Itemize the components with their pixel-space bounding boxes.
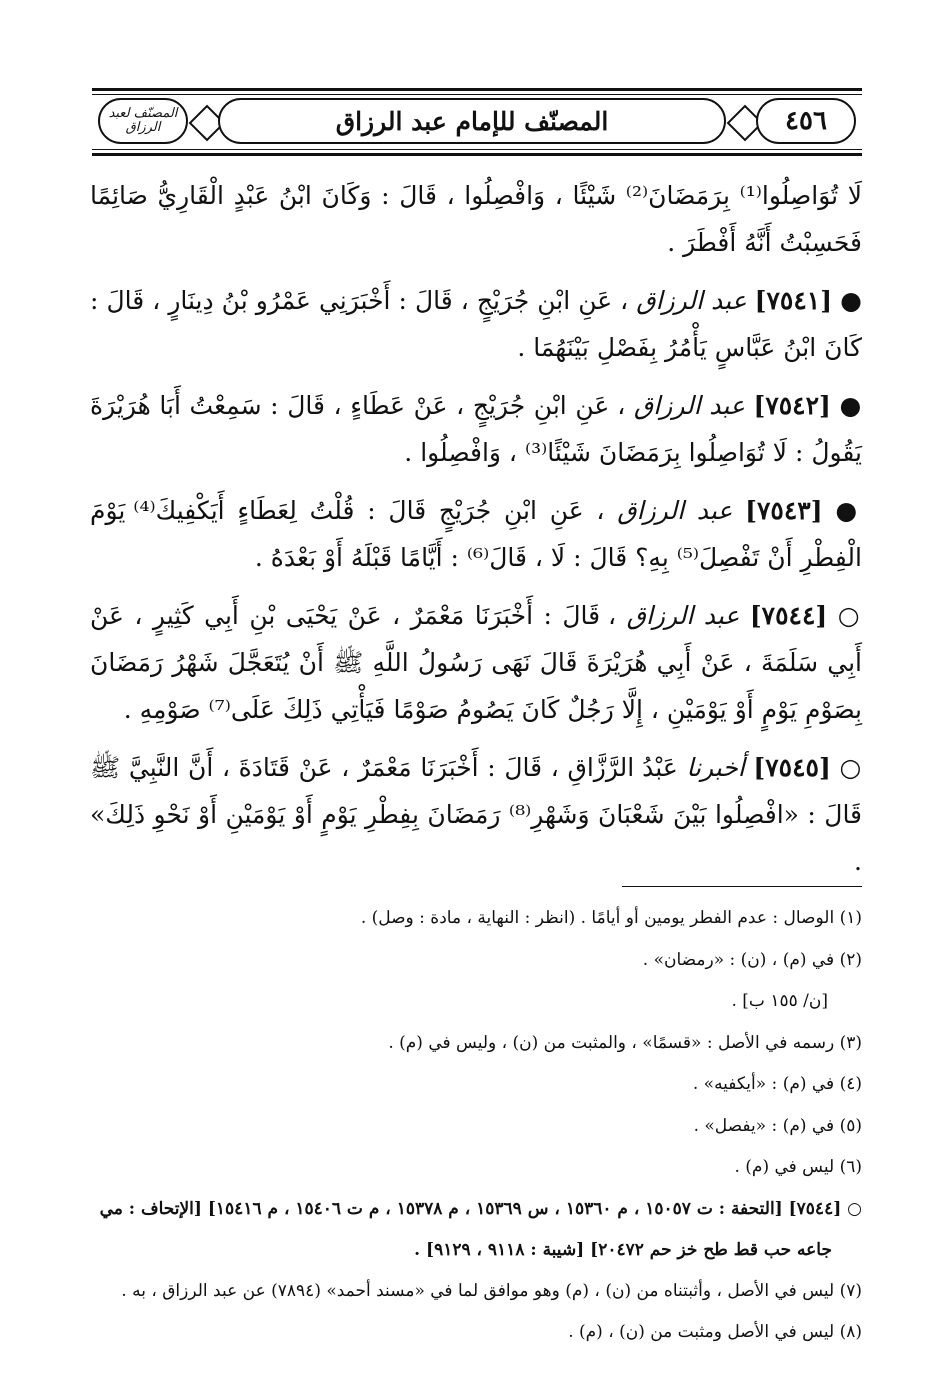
hadith-marker: ○ [839, 753, 862, 782]
hadith-7541 [90, 277, 862, 371]
page-header [92, 88, 862, 156]
hadith-7542 [90, 382, 862, 476]
hadith-number: [٧٥٤٤] [749, 601, 828, 630]
paragraph-text: لَا تُوَاصِلُوا⁽¹⁾ بِرَمَضَانَ⁽²⁾ شَيْئًا ، وَافْصِلُوا ، قَالَ : وَكَانَ ابْنُ عَبْدٍ الْقَارِيُّ صَائِمًا فَحَسِبْتُ أَنَّهُ أَفْطَرَ . [90, 181, 862, 257]
hadith-marker: ● [839, 391, 862, 420]
header-rule-bottom-thin [92, 149, 862, 150]
hadith-number: [٧٥٤٣] [745, 496, 823, 525]
hadith-number: [٧٥٤٢] [753, 391, 831, 420]
folio-reference: [ن/ ١٥٥ ب] . [731, 991, 828, 1011]
footnote-3: (٣) رسمه في الأصل : «قسمًا» ، والمثبت من (ن) ، وليس في (م) . [388, 1032, 862, 1053]
narrator-name: عبد الرزاق [633, 391, 745, 420]
hadith-marker: ● [835, 496, 862, 525]
footnote-7: (٧) ليس في الأصل ، وأثبتناه من (ن) ، (م) وهو موافق لما في «مسند أحمد» (٧٨٩٤) عن عبد الرزاق ، به . [121, 1280, 862, 1301]
narrator-name: عبد الرزاق [626, 601, 740, 630]
hadith-7543 [90, 487, 862, 581]
hadith-text: ، عَنِ ابْنِ جُرَيْجٍ ، عَنْ عَطَاءٍ ، قَالَ : سَمِعْتُ أَبَا هُرَيْرَةَ يَقُولُ : لَا تُوَاصِلُوا بِرَمَضَانَ شَيْئًا⁽³⁾ ، وَافْصِلُوا . [90, 391, 862, 467]
footnote-2: (٢) في (م) ، (ن) : «رمضان» . [642, 949, 862, 970]
hadith-marker: ● [840, 286, 863, 315]
footnote-4: (٤) في (م) : «أيكفيه» . [692, 1074, 862, 1094]
seal-logo-text: المصنّف لعبد الرزاق [108, 106, 178, 135]
header-rule-top-thin [92, 94, 862, 95]
title-cartouche [218, 98, 726, 144]
page-number-cartouche [756, 98, 856, 144]
hadith-number: [٧٥٤١] [754, 286, 833, 315]
narrator-name: عبد الرزاق [636, 286, 747, 315]
narrator-name: أخبرنا [686, 753, 745, 782]
source-reference-continued: جاعه حب قط طح خز حم ٢٠٤٧٢] [شيبة : ٩١١٨ ، ٩١٢٩] . [414, 1239, 832, 1260]
narrator-name: عبد الرزاق [617, 496, 733, 525]
hadith-marker: ○ [837, 601, 862, 630]
hadith-text: عَبْدُ الرَّزَّاقِ ، قَالَ : أَخْبَرَنَا مَعْمَرٌ ، عَنْ قَتَادَةَ ، أَنَّ النَّبِيَّ ﷺ قَالَ : «افْصِلُوا بَيْنَ شَعْبَانَ وَشَهْرِ⁽⁸⁾ رَمَضَانَ بِفِطْرِ يَوْمٍ أَوْ يَوْمَيْنِ أَوْ نَحْوِ ذَلِكَ» . [90, 753, 863, 876]
source-reference: ○ [٧٥٤٤] [التحفة : ت ١٥٠٥٧ ، م ١٥٣٦٠ ، س ١٥٣٦٩ ، م ١٥٣٧٨ ، م ت ١٥٤٠٦ ، م ١٥٤١٦] [الإتحاف : مي [99, 1198, 862, 1219]
seal-cartouche [98, 98, 188, 144]
footnote-separator [622, 886, 862, 887]
header-rule-bottom [92, 153, 862, 156]
footnote-8: (٨) ليس في الأصل ومثبت من (ن) ، (م) . [568, 1322, 862, 1342]
hadith-7544 [90, 592, 862, 733]
paragraph-continuation [90, 172, 862, 266]
hadith-text: ، عَنِ ابْنِ جُرَيْجٍ قَالَ : قُلْتُ لِعَطَاءٍ أَيَكْفِيكَ⁽⁴⁾ يَوْمَ الْفِطْرِ أَنْ تَفْصِلَ⁽⁵⁾ بِهِ؟ قَالَ : لَا ، قَالَ⁽⁶⁾ : أَيَّامًا قَبْلَهُ أَوْ بَعْدَهُ . [90, 496, 862, 572]
hadith-7545 [90, 744, 862, 885]
footnotes [90, 898, 862, 1354]
main-text [90, 172, 862, 896]
page-number: ٤٥٦ [785, 106, 827, 136]
footnote-5: (٥) في (م) : «يفصل» . [693, 1115, 862, 1136]
header-rule-top [92, 88, 862, 91]
hadith-text: ، قَالَ : أَخْبَرَنَا مَعْمَرٌ ، عَنْ يَحْيَى بْنِ أَبِي كَثِيرٍ ، عَنْ أَبِي سَلَمَةَ ، عَنْ أَبِي هُرَيْرَةَ قَالَ نَهَى رَسُولُ اللَّهِ ﷺ أَنْ يُتَعَجَّلَ شَهْرُ رَمَضَانَ بِصَوْمِ يَوْمٍ أَوْ يَوْمَيْنِ ، إِلَّا رَجُلٌ كَانَ يَصُومُ صَوْمًا فَيَأْتِي ذَلِكَ عَلَى⁽⁷⁾ صَوْمِهِ . [90, 601, 862, 724]
footnote-1: (١) الوصال : عدم الفطر يومين أو أيامًا . (انظر : النهاية ، مادة : وصل) . [360, 908, 862, 928]
running-title: المصنّف للإمام عبد الرزاق [335, 106, 609, 136]
footnote-6: (٦) ليس في (م) . [734, 1157, 862, 1177]
hadith-number: [٧٥٤٥] [753, 753, 831, 782]
hadith-text: ، عَنِ ابْنِ جُرَيْجٍ ، قَالَ : أَخْبَرَنِي عَمْرُو بْنُ دِينَارٍ ، قَالَ : كَانَ ابْنُ عَبَّاسٍ يَأْمُرُ بِفَصْلِ بَيْنَهُمَا . [90, 286, 862, 362]
